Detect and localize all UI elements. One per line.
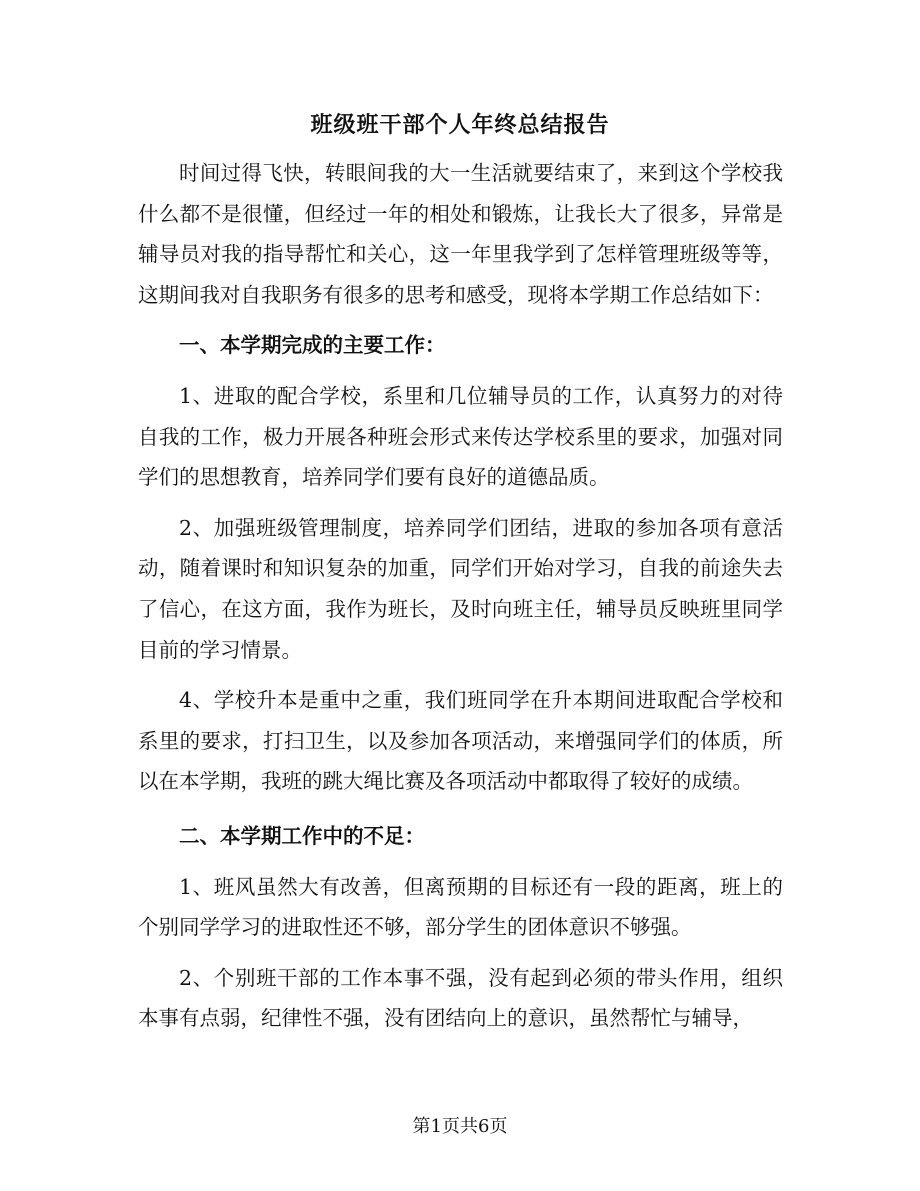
paragraph-item-2: 2、加强班级管理制度，培养同学们团结，进取的参加各项有意活动，随着课时和知识复杂的加重，同学们开始对学习，自我的前途失去了信心，在这方面，我作为班长，及时向班主任，辅导员反映班里同学目前的学习情景。: [138, 515, 783, 662]
document-body: [138, 153, 783, 1039]
paragraph-shortcoming-2: 2、个别班干部的工作本事不强，没有起到必须的带头作用，组织本事有点弱，纪律性不强，没有团结向上的意识，虽然帮忙与辅导，: [138, 965, 783, 1031]
paragraph-shortcoming-1: 1、班风虽然大有改善，但离预期的目标还有一段的距离，班上的个别同学学习的进取性还不够，部分学生的团体意识不够强。: [138, 874, 783, 940]
paragraph-item-1: 1、进取的配合学校，系里和几位辅导员的工作，认真努力的对待自我的工作，极力开展各种班会形式来传达学校系里的要求，加强对同学们的思想教育，培养同学们要有良好的道德品质。: [138, 383, 783, 490]
section-heading-completed-work: 一、本学期完成的主要工作：: [179, 333, 446, 358]
paragraph-item-4: 4、学校升本是重中之重，我们班同学在升本期间进取配合学校和系里的要求，打扫卫生，以及参加各项活动，来增强同学们的体质，所以在本学期，我班的跳大绳比赛及各项活动中都取得了较好的成绩。: [138, 688, 783, 794]
document-title: 班级班干部个人年终总结报告: [310, 112, 610, 138]
intro-paragraph: 时间过得飞快，转眼间我的大一生活就要结束了，来到这个学校我什么都不是很懂，但经过一年的相处和锻炼，让我长大了很多，异常是辅导员对我的指导帮忙和关心，这一年里我学到了怎样管理班级等等，这期间我对自我职务有很多的思考和感受，现将本学期工作总结如下：: [138, 161, 783, 307]
page-indicator: 第1页共6页: [412, 1116, 508, 1137]
section-heading-shortcomings: 二、本学期工作中的不足：: [179, 823, 425, 848]
